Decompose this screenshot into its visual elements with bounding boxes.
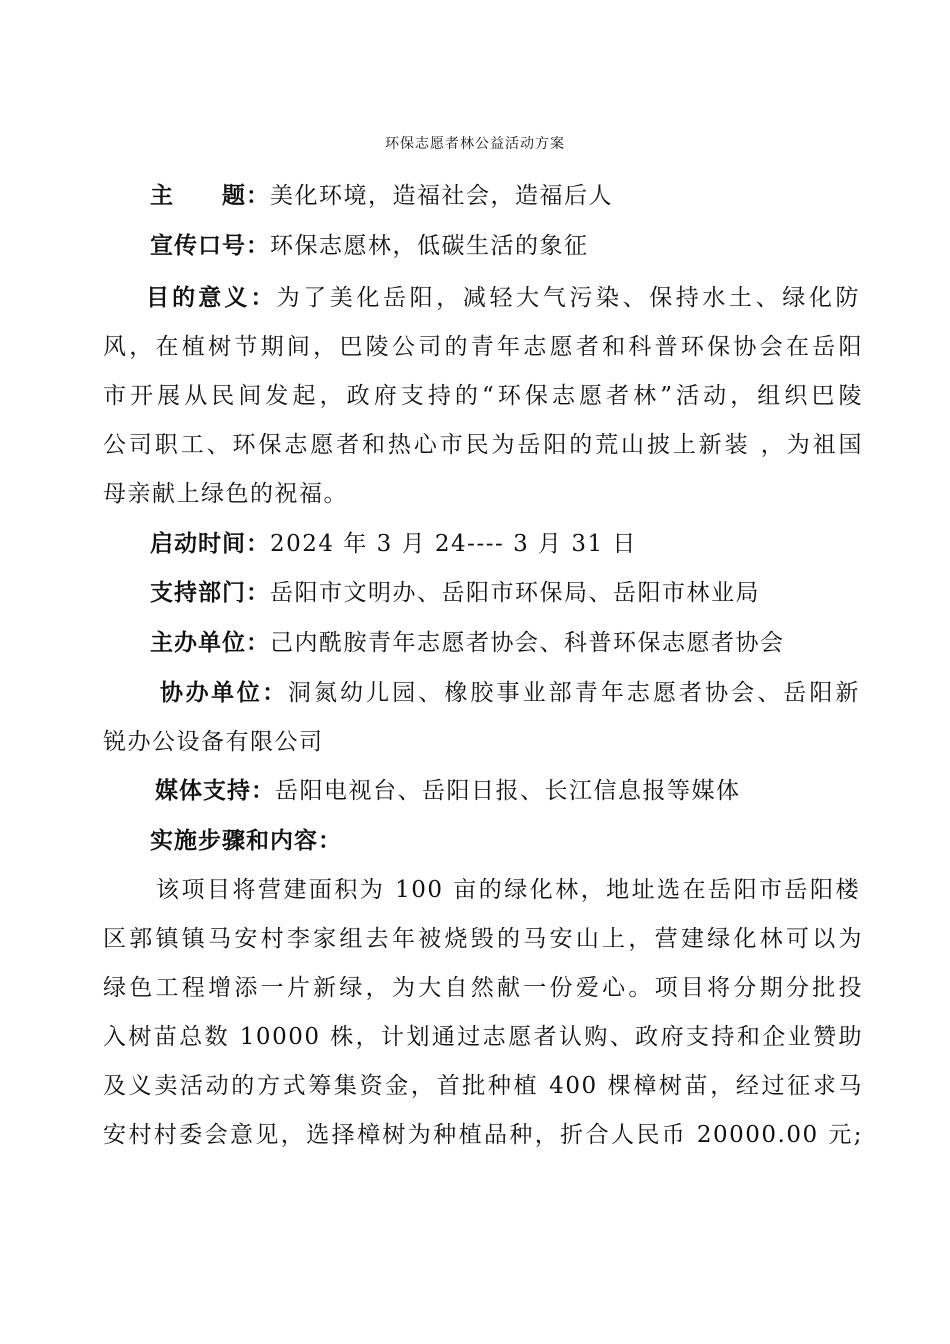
media-value: 岳阳电视台、岳阳日报、长江信息报等媒体 xyxy=(275,778,741,804)
steps-line-4: 入树苗总数 10000 株，计划通过志愿者认购、政府支持和企业赞助 xyxy=(103,1024,863,1050)
media-label: 媒体支持： xyxy=(155,778,275,804)
organizers-row xyxy=(150,627,850,659)
purpose-line-2: 风，在植树节期间，巴陵公司的青年志愿者和科普环保协会在岳阳 xyxy=(103,334,863,360)
purpose-line-1: 为了美化岳阳，减轻大气污染、保持水土、绿化防 xyxy=(276,285,861,311)
steps-line-2: 区郭镇镇马安村李家组去年被烧毁的马安山上，营建绿化林可以为 xyxy=(103,926,863,952)
steps-line-5: 及义卖活动的方式筹集资金，首批种植 400 棵樟树苗，经过征求马 xyxy=(103,1073,863,1099)
organizers-value: 己内酰胺青年志愿者协会、科普环保志愿者协会 xyxy=(270,630,785,656)
slogan-label: 宣传口号： xyxy=(150,233,270,259)
support-depts-value: 岳阳市文明办、岳阳市环保局、岳阳市林业局 xyxy=(270,580,760,606)
steps-line-3: 绿色工程增添一片新绿，为大自然献一份爱心。项目将分期分批投 xyxy=(103,975,863,1001)
steps-line-1: 该项目将营建面积为 100 亩的绿化林，地址选在岳阳市岳阳楼 xyxy=(156,877,860,903)
steps-heading xyxy=(150,825,850,857)
purpose-row xyxy=(146,282,860,314)
start-time-label: 启动时间： xyxy=(150,531,270,557)
theme-row xyxy=(150,180,850,212)
start-time-value: 2024 年 3 月 24---- 3 月 31 日 xyxy=(270,531,637,557)
purpose-line-4: 公司职工、环保志愿者和热心市民为岳阳的荒山披上新装 ，为祖国 xyxy=(103,432,863,458)
slogan-row xyxy=(150,230,850,262)
start-time-row xyxy=(150,528,850,560)
steps-label: 实施步骤和内容： xyxy=(150,828,342,854)
co-organizers-line-1: 洞氮幼儿园、橡胶事业部青年志愿者协会、岳阳新 xyxy=(287,680,861,706)
organizers-label: 主办单位： xyxy=(150,630,270,656)
purpose-line-3: 市开展从民间发起，政府支持的“环保志愿者林”活动，组织巴陵 xyxy=(103,383,863,409)
co-organizers-line-2: 锐办公设备有限公司 xyxy=(103,729,324,755)
document-title: 环保志愿者林公益活动方案 xyxy=(385,136,565,152)
media-row xyxy=(155,775,855,807)
steps-line-6: 安村村委会意见，选择樟树为种植品种，折合人民币 20000.00 元; xyxy=(103,1122,863,1148)
theme-label: 主 题： xyxy=(150,183,270,209)
purpose-line-5: 母亲献上绿色的祝福。 xyxy=(103,481,348,507)
support-depts-row xyxy=(150,577,850,609)
co-organizers-row xyxy=(160,677,860,709)
co-organizers-label: 协办单位： xyxy=(160,680,288,706)
support-depts-label: 支持部门： xyxy=(150,580,270,606)
theme-value: 美化环境，造福社会，造福后人 xyxy=(270,183,613,209)
slogan-value: 环保志愿林，低碳生活的象征 xyxy=(270,233,589,259)
purpose-label: 目的意义： xyxy=(146,285,277,311)
